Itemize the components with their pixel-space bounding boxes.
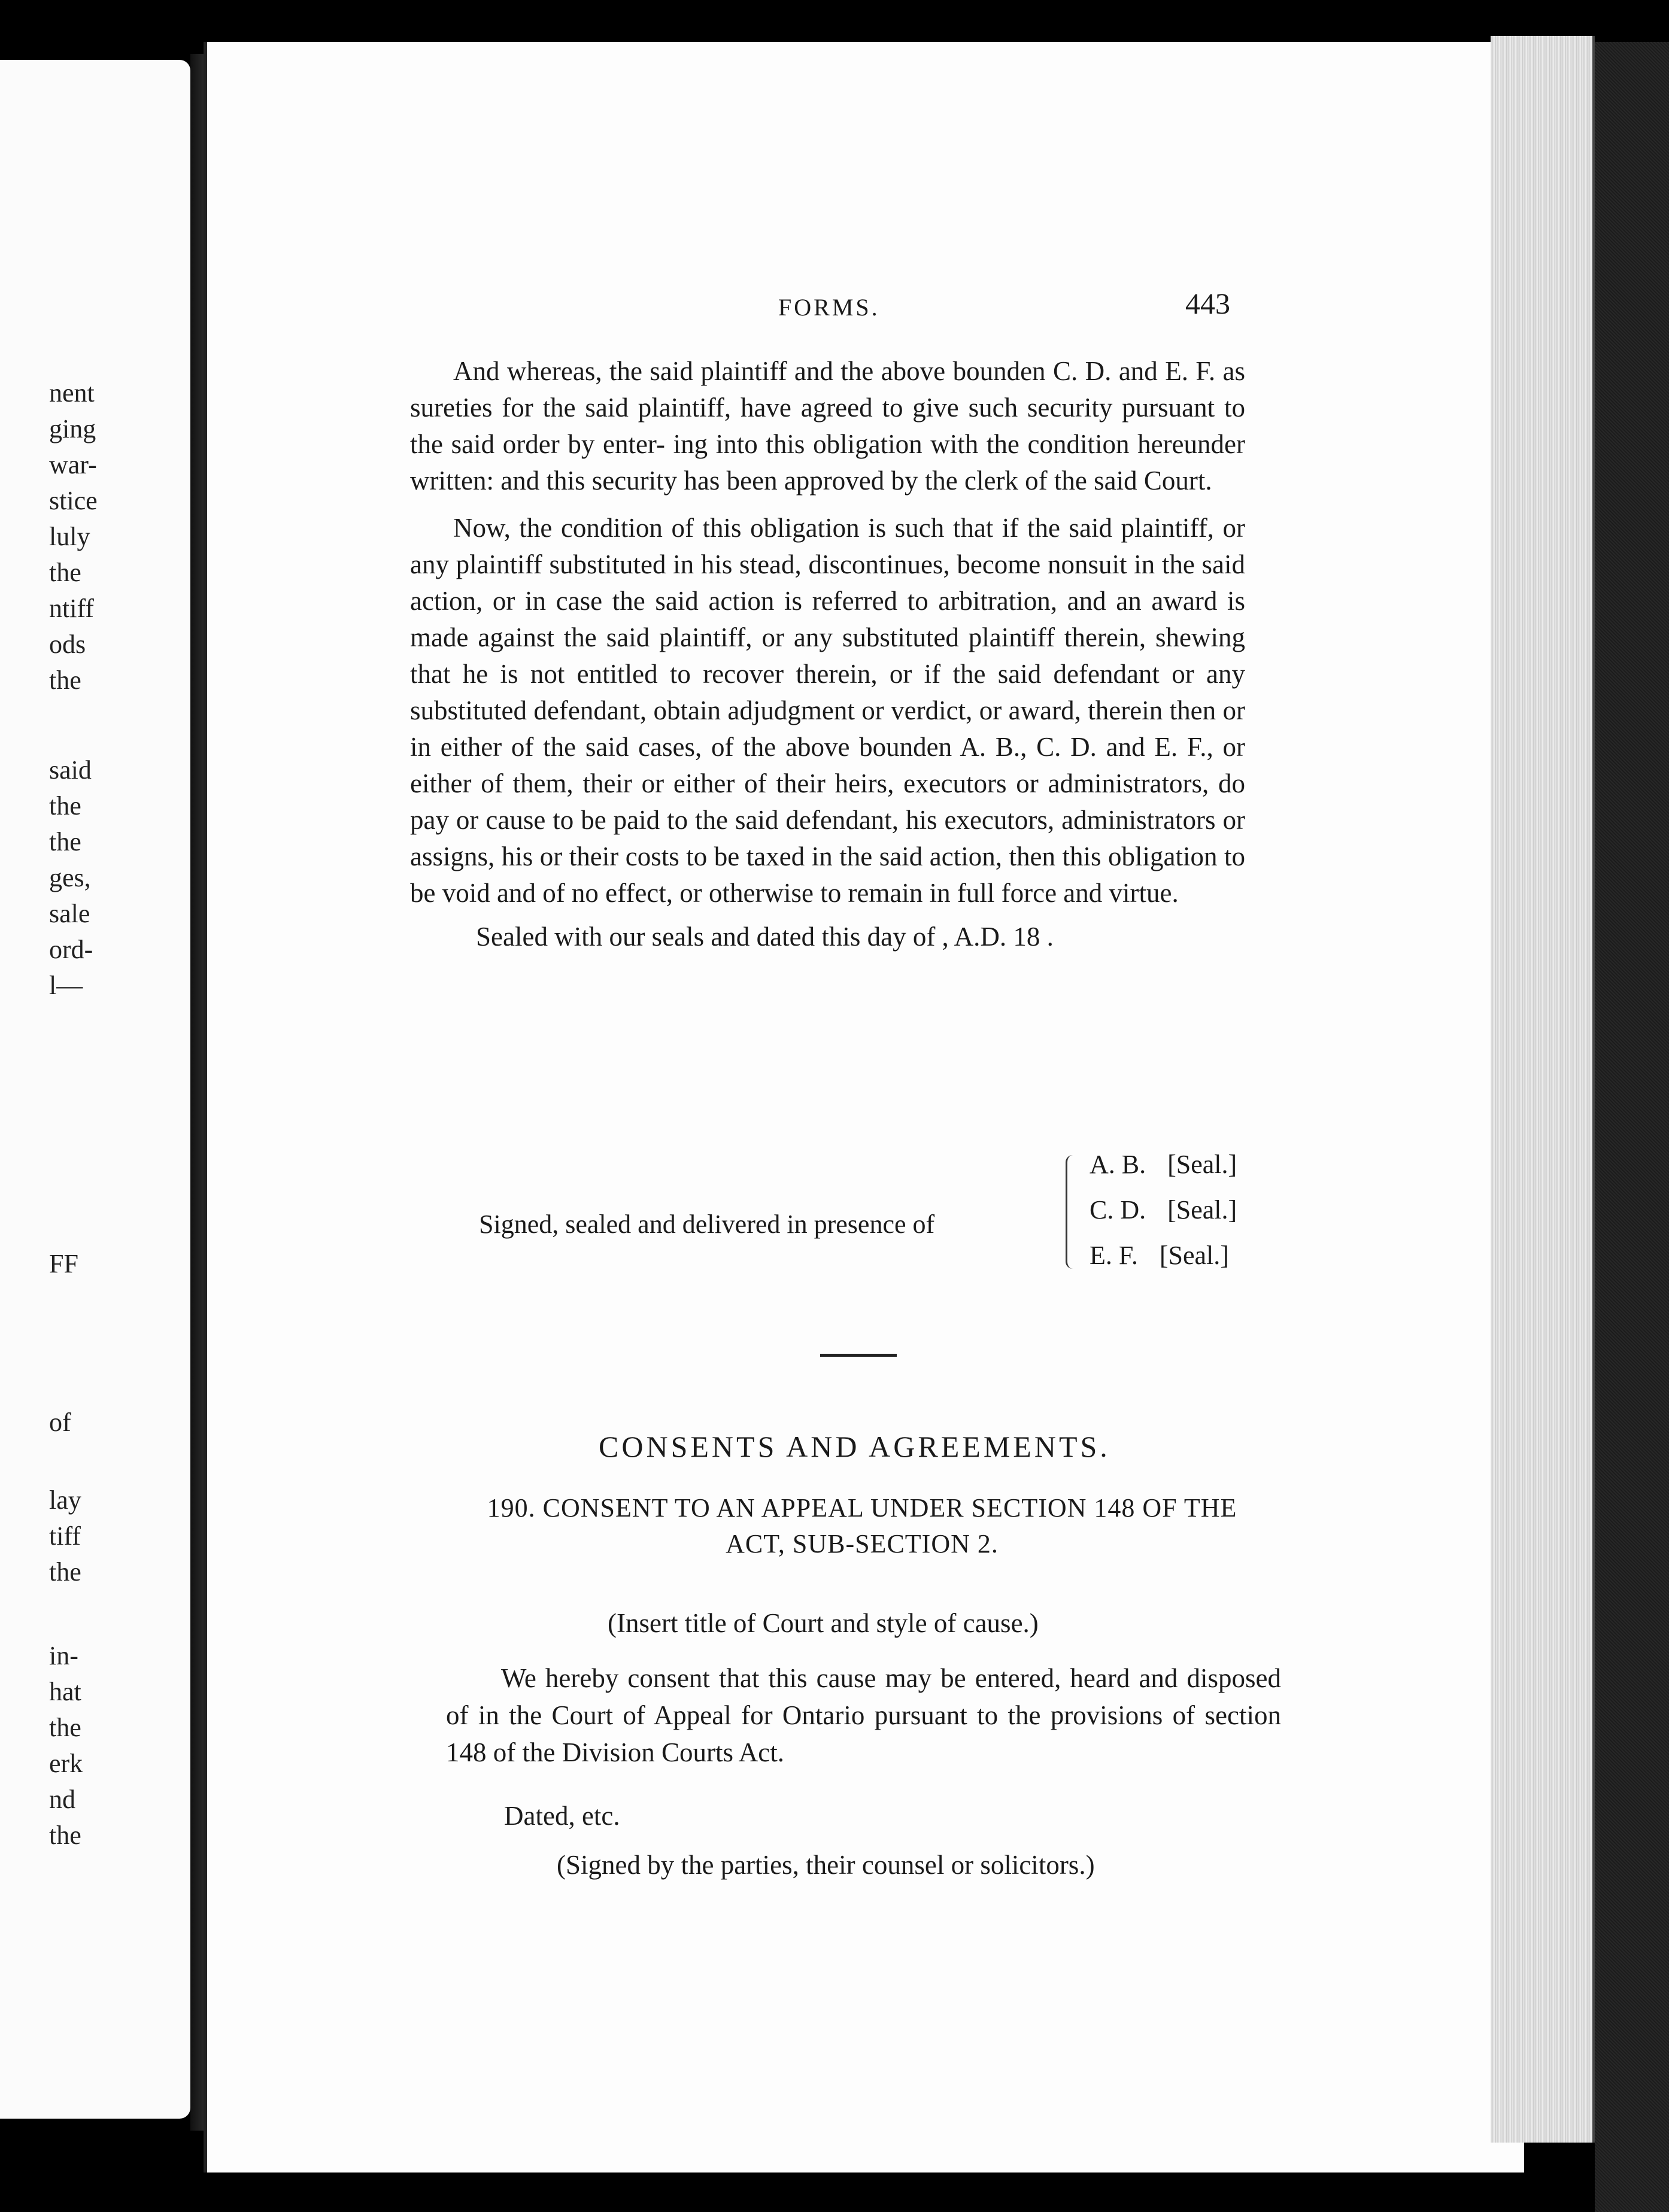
- paragraph: We hereby consent that this cause may be entered, heard and disposed of in the Court of Appeal for Ontario pursuant to the provisions of section 148 of the Division Courts Act.: [446, 1663, 1281, 1767]
- left-fragment: ges,: [49, 863, 91, 892]
- left-fragment: said: [49, 755, 92, 785]
- left-fragment: luly: [49, 522, 90, 551]
- left-fragment: erk: [49, 1749, 83, 1778]
- section-heading: CONSENTS AND AGREEMENTS.: [599, 1430, 1110, 1463]
- left-fragment: in-: [49, 1641, 78, 1670]
- signatory-row: [1090, 1149, 1237, 1180]
- sealed-line: Sealed with our seals and dated this day of , A.D. 18 .: [476, 922, 1054, 952]
- left-fragment: the: [49, 1557, 81, 1587]
- left-fragment: nent: [49, 378, 95, 408]
- left-fragment: stice: [49, 486, 98, 515]
- left-fragment: the: [49, 1821, 81, 1850]
- left-fragment: war-: [49, 450, 97, 479]
- signatory-name: E. F.: [1090, 1241, 1138, 1270]
- left-fragment: ging: [49, 414, 96, 443]
- signatory-name: C. D.: [1090, 1195, 1146, 1224]
- left-fragment: FF: [49, 1249, 78, 1278]
- left-fragment: nd: [49, 1785, 75, 1814]
- paragraph: And whereas, the said plaintiff and the above bounden C. D. and E. F. as sureties for the said plaintiff, have agreed to give such security pursuant to the said order by enter- ing into this obligation with the condition hereunder written: and this security has been approved by the clerk of the said Court.: [410, 356, 1245, 496]
- left-fragment: ntiff: [49, 594, 94, 623]
- left-fragment: ods: [49, 630, 86, 659]
- left-fragment: sale: [49, 899, 90, 928]
- signature-block: [479, 1143, 1269, 1281]
- left-fragment: the: [49, 558, 81, 587]
- running-head: FORMS.: [778, 294, 880, 321]
- section-divider: [820, 1354, 897, 1357]
- left-fragment: the: [49, 791, 81, 821]
- item-heading: 190. CONSENT TO AN APPEAL UNDER SECTION 148 OF THE ACT, SUB-SECTION 2.: [487, 1493, 1237, 1558]
- insert-title-note: (Insert title of Court and style of cause.): [608, 1608, 1039, 1638]
- left-fragment: the: [49, 1713, 81, 1742]
- left-fragment: of: [49, 1408, 71, 1437]
- paragraph: Now, the condition of this obligation is such that if the said plaintiff, or any plaintiff substituted in his stead, discontinues, become nonsuit in the said action, or in case the said action is referred to arbitration, and an award is made against the said plaintiff, or any substituted plaintiff therein, shewing that he is not entitled to recover therein, or if the said defendant or any substituted defendant, obtain adjudgment or verdict, or award, therein then or in either of the said cases, of the above bounden A. B., C. D. and E. F., or either of them, their or either of their heirs, executors or administrators, do pay or cause to be paid to the said defendant, his executors, administrators or assigns, his or their costs to be taxed in the said action, then this obligation to be void and of no effect, or otherwise to remain in full force and virtue.: [410, 513, 1245, 908]
- left-fragment: tiff: [49, 1521, 81, 1551]
- seal-label: [Seal.]: [1159, 1241, 1229, 1270]
- left-fragment: lay: [49, 1485, 81, 1515]
- left-fragment: l—: [49, 971, 83, 1000]
- signatory-name: A. B.: [1090, 1150, 1146, 1179]
- left-fragment: the: [49, 827, 81, 856]
- body-text: [410, 353, 1245, 955]
- seal-label: [Seal.]: [1167, 1195, 1237, 1224]
- signatory-row: [1090, 1240, 1229, 1271]
- brace: [1066, 1155, 1076, 1269]
- left-fragment: the: [49, 666, 81, 695]
- dated-line: Dated, etc.: [504, 1801, 620, 1831]
- page-number: 443: [1185, 287, 1230, 320]
- consent-text: [446, 1660, 1281, 1771]
- seal-label: [Seal.]: [1167, 1150, 1237, 1179]
- signatory-row: [1090, 1195, 1237, 1225]
- left-fragment: ord-: [49, 935, 93, 964]
- left-fragment: hat: [49, 1677, 81, 1706]
- signed-note: (Signed by the parties, their counsel or solicitors.): [557, 1850, 1095, 1880]
- signature-lead: Signed, sealed and delivered in presence of: [479, 1210, 935, 1239]
